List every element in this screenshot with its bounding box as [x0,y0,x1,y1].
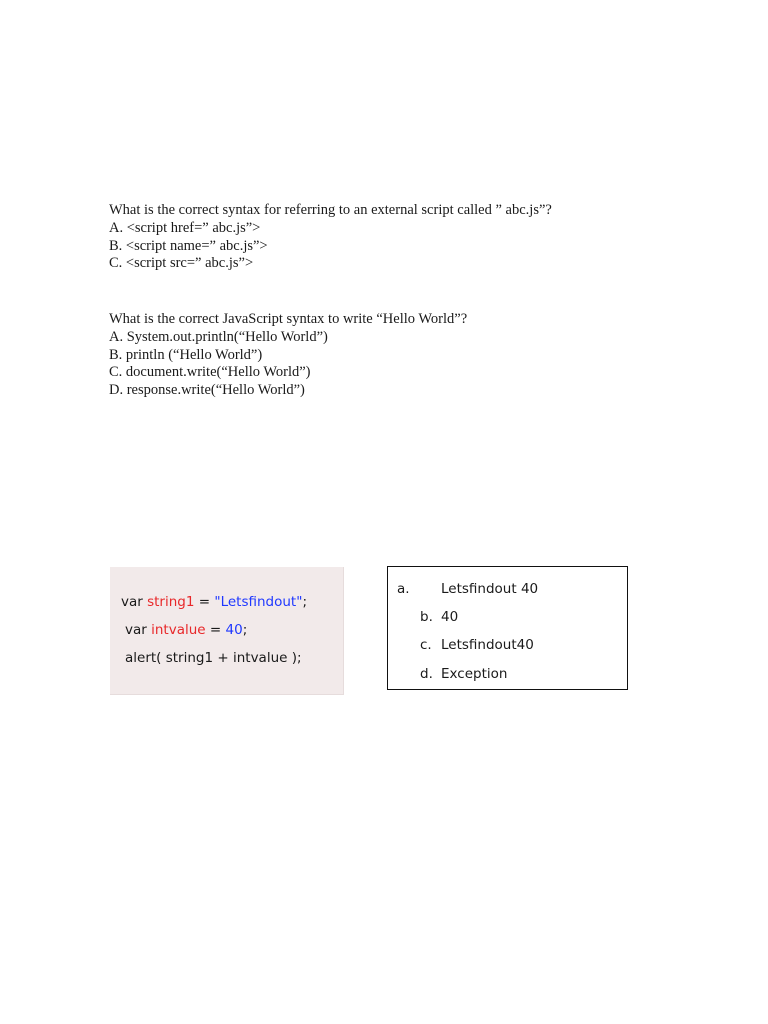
code-string-literal: "Letsfindout" [214,594,303,610]
answer-letter-b: b. [420,609,433,625]
code-line-2 [125,622,247,638]
code-line-3: alert( string1 + intvalue ); [125,650,302,666]
answer-text-b: 40 [441,609,459,625]
question-2-option-b: B. println (“Hello World”) [109,346,263,363]
code-terminator: ; [242,622,248,638]
code-operator: = [205,622,226,638]
code-identifier: string1 [147,594,195,610]
code-snippet [110,567,344,695]
answer-choices [387,566,628,690]
question-1-prompt: What is the correct syntax for referring to an external script called ” abc.js”? [109,202,552,218]
answer-text-c: Letsfindout40 [441,637,534,653]
code-keyword: var [125,622,152,638]
answer-letter-d: d. [420,666,433,682]
code-number-literal: 40 [225,622,243,638]
question-1-option-c: C. <script src=” abc.js”> [109,255,254,272]
code-operator: = [194,594,215,610]
answer-letter-a: a. [397,581,410,597]
question-1-option-a: A. <script href=” abc.js”> [109,219,261,236]
question-1-option-b: B. <script name=” abc.js”> [109,237,268,254]
answer-text-a: Letsfindout 40 [441,581,539,597]
answer-text-d: Exception [441,666,508,682]
question-2-option-d: D. response.write(“Hello World”) [109,382,305,399]
code-line-1 [121,594,307,610]
answer-letter-c: c. [420,637,432,653]
question-1 [109,202,552,273]
code-identifier: intvalue [151,622,206,638]
question-2 [109,311,467,400]
question-2-prompt: What is the correct JavaScript syntax to write “Hello World”? [109,311,468,327]
code-terminator: ; [302,594,307,610]
code-keyword: var [121,594,148,610]
question-2-option-a: A. System.out.println(“Hello World”) [109,328,328,345]
question-2-option-c: C. document.write(“Hello World”) [109,364,311,381]
